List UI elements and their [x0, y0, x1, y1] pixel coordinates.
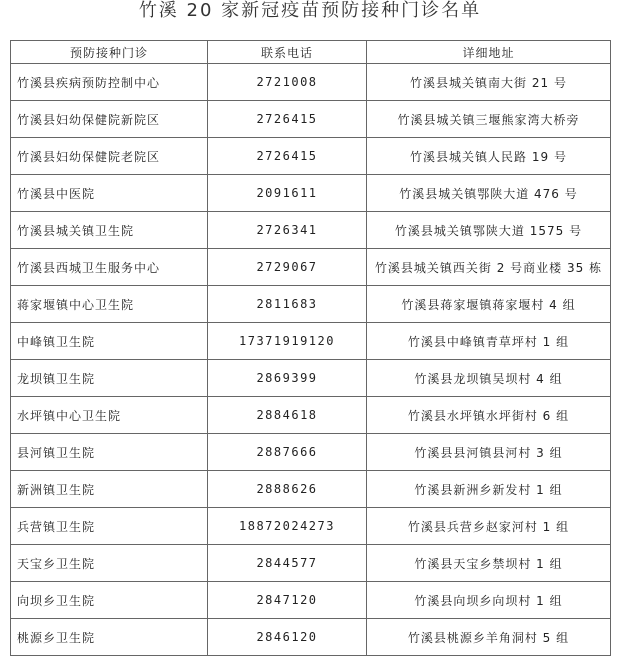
clinic-address: 竹溪县向坝乡向坝村 1 组 [367, 582, 611, 619]
table-row [11, 397, 611, 434]
table-row [11, 619, 611, 656]
clinic-address: 竹溪县中峰镇青草坪村 1 组 [367, 323, 611, 360]
clinic-phone: 2847120 [208, 582, 367, 619]
clinic-phone: 2884618 [208, 397, 367, 434]
clinic-table [10, 40, 611, 656]
clinic-address: 竹溪县城关镇鄂陕大道 476 号 [367, 175, 611, 212]
clinic-name: 蒋家堰镇中心卫生院 [11, 286, 208, 323]
clinic-phone: 2726341 [208, 212, 367, 249]
clinic-phone: 17371919120 [208, 323, 367, 360]
clinic-name: 竹溪县城关镇卫生院 [11, 212, 208, 249]
clinic-name: 竹溪县妇幼保健院新院区 [11, 101, 208, 138]
clinic-name: 兵营镇卫生院 [11, 508, 208, 545]
table-row [11, 249, 611, 286]
table-row [11, 582, 611, 619]
table-row [11, 508, 611, 545]
table-row [11, 64, 611, 101]
clinic-phone: 2811683 [208, 286, 367, 323]
column-header-phone: 联系电话 [208, 41, 367, 64]
table-row [11, 434, 611, 471]
table-row [11, 471, 611, 508]
table-row [11, 323, 611, 360]
page-title: 竹溪 20 家新冠疫苗预防接种门诊名单 [138, 0, 482, 21]
clinic-name: 中峰镇卫生院 [11, 323, 208, 360]
clinic-address: 竹溪县天宝乡禁坝村 1 组 [367, 545, 611, 582]
column-header-address: 详细地址 [367, 41, 611, 64]
table-header-row [11, 41, 611, 64]
clinic-phone: 2726415 [208, 101, 367, 138]
clinic-address: 竹溪县桃源乡羊角洞村 5 组 [367, 619, 611, 656]
column-header-clinic: 预防接种门诊 [11, 41, 208, 64]
clinic-phone: 2888626 [208, 471, 367, 508]
clinic-name: 竹溪县西城卫生服务中心 [11, 249, 208, 286]
clinic-phone: 2729067 [208, 249, 367, 286]
table-row [11, 175, 611, 212]
table-row [11, 360, 611, 397]
table-row [11, 101, 611, 138]
clinic-address: 竹溪县城关镇三堰熊家湾大桥旁 [367, 101, 611, 138]
clinic-address: 竹溪县城关镇南大街 21 号 [367, 64, 611, 101]
clinic-name: 天宝乡卫生院 [11, 545, 208, 582]
clinic-phone: 2869399 [208, 360, 367, 397]
clinic-name: 县河镇卫生院 [11, 434, 208, 471]
clinic-name: 竹溪县疾病预防控制中心 [11, 64, 208, 101]
clinic-phone: 18872024273 [208, 508, 367, 545]
clinic-phone: 2726415 [208, 138, 367, 175]
clinic-name: 新洲镇卫生院 [11, 471, 208, 508]
clinic-name: 向坝乡卫生院 [11, 582, 208, 619]
clinic-phone: 2887666 [208, 434, 367, 471]
clinic-phone: 2091611 [208, 175, 367, 212]
table-row [11, 212, 611, 249]
table-row [11, 286, 611, 323]
clinic-address: 竹溪县城关镇西关街 2 号商业楼 35 栋 [367, 249, 611, 286]
clinic-name: 竹溪县中医院 [11, 175, 208, 212]
clinic-address: 竹溪县城关镇鄂陕大道 1575 号 [367, 212, 611, 249]
clinic-phone: 2844577 [208, 545, 367, 582]
clinic-phone: 2721008 [208, 64, 367, 101]
clinic-address: 竹溪县新洲乡新发村 1 组 [367, 471, 611, 508]
table-row [11, 545, 611, 582]
clinic-address: 竹溪县兵营乡赵家河村 1 组 [367, 508, 611, 545]
clinic-name: 龙坝镇卫生院 [11, 360, 208, 397]
table-row [11, 138, 611, 175]
clinic-name: 桃源乡卫生院 [11, 619, 208, 656]
clinic-phone: 2846120 [208, 619, 367, 656]
clinic-address: 竹溪县水坪镇水坪街村 6 组 [367, 397, 611, 434]
clinic-name: 竹溪县妇幼保健院老院区 [11, 138, 208, 175]
clinic-name: 水坪镇中心卫生院 [11, 397, 208, 434]
clinic-address: 竹溪县县河镇县河村 3 组 [367, 434, 611, 471]
clinic-address: 竹溪县城关镇人民路 19 号 [367, 138, 611, 175]
clinic-address: 竹溪县蒋家堰镇蒋家堰村 4 组 [367, 286, 611, 323]
clinic-address: 竹溪县龙坝镇吴坝村 4 组 [367, 360, 611, 397]
